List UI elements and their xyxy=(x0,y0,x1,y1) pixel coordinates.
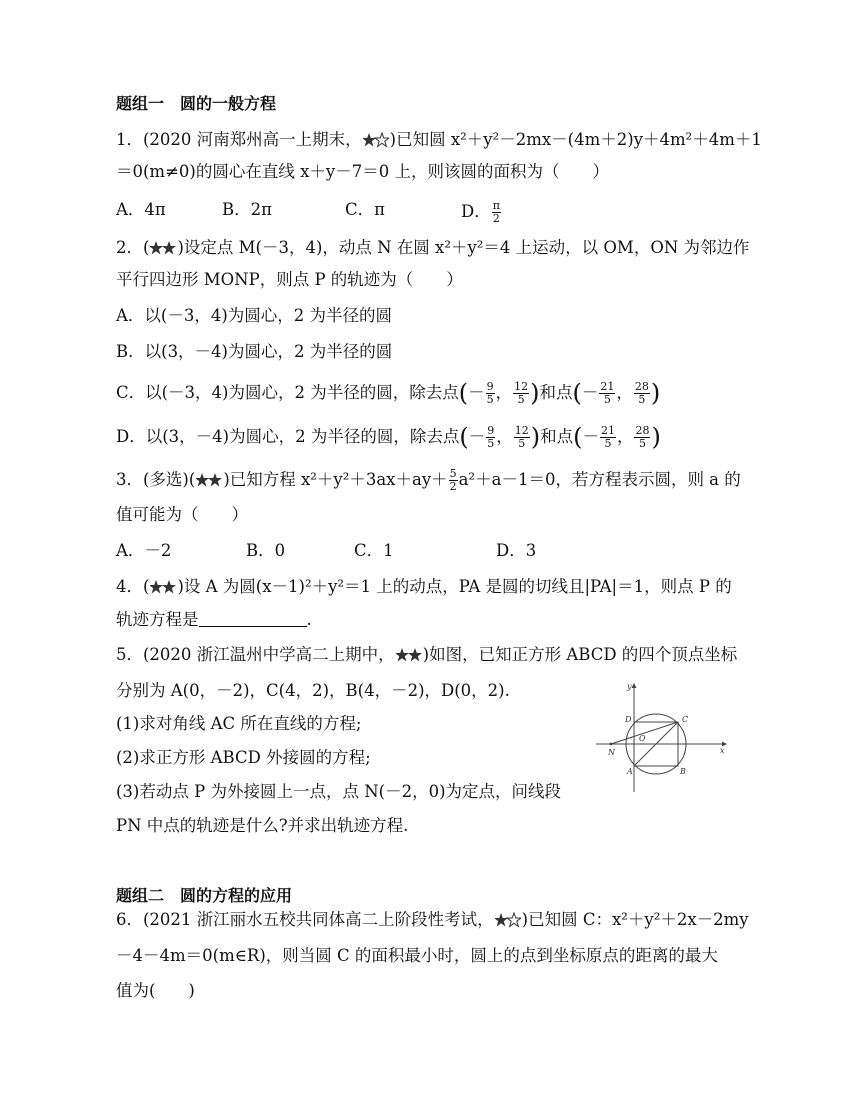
question-text: 轨迹方程是 xyxy=(116,610,199,629)
question-4-line-1 xyxy=(116,577,732,600)
section-heading-1 xyxy=(116,94,276,114)
option-d-text: D．以(3，－4)为圆心，2 为半径的圆，除去点 xyxy=(116,427,460,446)
sign: － xyxy=(468,427,486,446)
question-text: a²＋a－1＝0，若方程表示圆，则 a 的 xyxy=(458,470,741,489)
question-text: 4．( xyxy=(116,577,150,596)
comma: ， xyxy=(495,383,513,402)
question-3-line-2: 值可能为（ ） xyxy=(116,505,248,524)
fraction xyxy=(486,381,495,406)
fraction xyxy=(492,200,501,225)
difficulty-stars-icon xyxy=(150,579,176,600)
difficulty-stars-icon xyxy=(150,240,176,261)
fraction xyxy=(599,381,615,406)
comma: ， xyxy=(616,383,633,402)
difficulty-stars-icon xyxy=(363,132,389,153)
section-label: 题组二 xyxy=(116,886,165,905)
fraction xyxy=(486,425,495,450)
sign: － xyxy=(581,383,599,402)
fraction-denominator: 5 xyxy=(604,437,612,450)
fraction xyxy=(634,425,650,450)
question-2-option-c: C．以(－3，4)为圆心，2 为半径的圆，除去点(－ $\frac{9}{5}$ ， $\frac{12}{5}$ )和点(－ $\frac{21}{5}$ ， $\frac{28}{5}$ ) xyxy=(116,379,661,407)
question-2-option-a: A．以(－3，4)为圆心，2 为半径的圆 xyxy=(116,306,393,325)
sign: － xyxy=(582,427,599,446)
fraction-numerator: 9 xyxy=(487,424,495,437)
question-6-line-2: －4－4m＝0(m∈R)，则当圆 C 的面积最小时，圆上的点到坐标原点的距离的最大 xyxy=(116,946,718,965)
section-heading-2 xyxy=(116,886,292,906)
question-text: 3．(多选)( xyxy=(116,470,196,489)
question-text: 5．(2020 浙江温州中学高二上期中， xyxy=(116,645,395,664)
question-text: 6．(2021 浙江丽水五校共同体高二上阶段性考试， xyxy=(116,910,494,929)
fraction-numerator: 9 xyxy=(486,380,494,393)
fraction-denominator: 5 xyxy=(486,393,494,406)
comma: ， xyxy=(616,427,634,446)
question-2-line-2: 平行四边形 MONP，则点 P 的轨迹为（ ） xyxy=(116,270,463,289)
question-1-line-1 xyxy=(116,130,762,153)
question-5-sub-2: (2)求正方形 ABCD 外接圆的方程; xyxy=(116,748,371,767)
option-d: D．3 xyxy=(496,541,537,560)
figure-label-x: x xyxy=(720,746,725,755)
period: . xyxy=(306,610,312,629)
question-5-sub-3: (3)若动点 P 为外接圆上一点，点 N(－2，0)为定点，问线段 xyxy=(116,782,562,801)
difficulty-stars-icon xyxy=(495,912,521,933)
option-c: C．π xyxy=(345,200,385,219)
fraction-numerator: 21 xyxy=(600,380,615,393)
fraction-numerator: π xyxy=(492,199,500,212)
fraction-denominator: 5 xyxy=(517,393,525,406)
figure-label-y: y xyxy=(627,682,632,691)
question-5-line-2: 分别为 A(0，－2)，C(4，2)，B(4，－2)，D(0，2). xyxy=(116,681,510,700)
square-circle-figure xyxy=(594,680,734,800)
figure-label-o: O xyxy=(639,734,646,743)
fraction xyxy=(634,381,650,406)
question-6-line-1 xyxy=(116,910,749,933)
fraction-numerator: 12 xyxy=(514,424,529,437)
and-point-text: 和点 xyxy=(540,427,574,446)
fraction-denominator: 5 xyxy=(487,437,495,450)
fraction-numerator: 28 xyxy=(635,424,650,437)
question-text: )已知圆 x²＋y²－2mx－(4m＋2)y＋4m²＋4m＋1 xyxy=(389,130,762,149)
section-title: 圆的方程的应用 xyxy=(180,886,293,905)
question-5-sub-3-cont: PN 中点的轨迹是什么?并求出轨迹方程. xyxy=(116,816,409,835)
question-1-line-2: ＝0(m≠0)的圆心在直线 x＋y－7＝0 上，则该圆的面积为（ ） xyxy=(116,162,609,181)
question-5-line-1 xyxy=(116,645,737,668)
fraction-denominator: 5 xyxy=(638,393,646,406)
fraction-numerator: 12 xyxy=(514,380,529,393)
fraction-numerator: 28 xyxy=(634,380,649,393)
figure-label-d: D xyxy=(625,715,632,724)
option-b: B．0 xyxy=(246,541,286,560)
question-text: )已知方程 x²＋y²＋3ax＋ay＋ xyxy=(223,470,448,489)
fraction xyxy=(513,381,529,406)
and-point-text: 和点 xyxy=(539,383,573,402)
fraction xyxy=(514,425,530,450)
fraction-denominator: 2 xyxy=(449,480,457,493)
question-3-line-1 xyxy=(116,468,741,493)
question-2-line-1 xyxy=(116,238,750,261)
question-4-line-2 xyxy=(116,610,312,630)
difficulty-stars-icon xyxy=(396,647,422,668)
question-text: 1．(2020 河南郑州高一上期末， xyxy=(116,130,362,149)
question-text: )已知圆 C：x²＋y²＋2x－2my xyxy=(521,910,749,929)
comma: ， xyxy=(496,427,513,446)
fraction-denominator: 5 xyxy=(603,393,611,406)
option-b: B．2π xyxy=(222,200,272,219)
question-text: )设 A 为圆(x－1)²＋y²＝1 上的动点，PA 是圆的切线且|PA|＝1，则点 P 的 xyxy=(177,577,732,596)
option-c-text: C．以(－3，4)为圆心，2 为半径的圆，除去点 xyxy=(116,383,459,402)
figure-label-n: N xyxy=(608,748,615,757)
figure-label-a: A xyxy=(627,767,633,776)
question-text: )如图，已知正方形 ABCD 的四个顶点坐标 xyxy=(422,645,738,664)
fraction xyxy=(600,425,616,450)
question-5-sub-1: (1)求对角线 AC 所在直线的方程; xyxy=(116,714,362,733)
sign: － xyxy=(468,383,485,402)
fraction-numerator: 21 xyxy=(600,424,615,437)
option-d-label: D． xyxy=(461,202,491,221)
difficulty-stars-icon xyxy=(196,472,222,493)
fraction-denominator: 5 xyxy=(518,437,526,450)
option-c: C．1 xyxy=(354,541,394,560)
fraction xyxy=(449,468,458,493)
question-2-option-b: B．以(3，－4)为圆心，2 为半径的圆 xyxy=(116,342,393,361)
figure-label-c: C xyxy=(682,715,689,724)
section-label: 题组一 xyxy=(116,94,165,113)
fraction-numerator: 5 xyxy=(449,467,457,480)
figure-label-b: B xyxy=(680,767,686,776)
option-a: A．－2 xyxy=(116,541,172,560)
question-text: 2．( xyxy=(116,238,150,257)
section-title: 圆的一般方程 xyxy=(180,94,277,113)
answer-blank[interactable] xyxy=(199,612,307,627)
option-a: A．4π xyxy=(116,200,166,219)
question-2-option-d: D．以(3，－4)为圆心，2 为半径的圆，除去点(－ $\frac{9}{5}$ ， $\frac{12}{5}$ )和点(－ $\frac{21}{5}$ ， $\frac{28}{5}$ ) xyxy=(116,423,661,451)
fraction-denominator: 5 xyxy=(638,437,646,450)
fraction-denominator: 2 xyxy=(492,212,500,225)
option-d xyxy=(461,200,502,225)
question-text: )设定点 M(－3，4)，动点 N 在圆 x²＋y²＝4 上运动，以 OM，ON 为邻边作 xyxy=(177,238,750,257)
question-6-line-3: 值为( ) xyxy=(116,981,195,1000)
